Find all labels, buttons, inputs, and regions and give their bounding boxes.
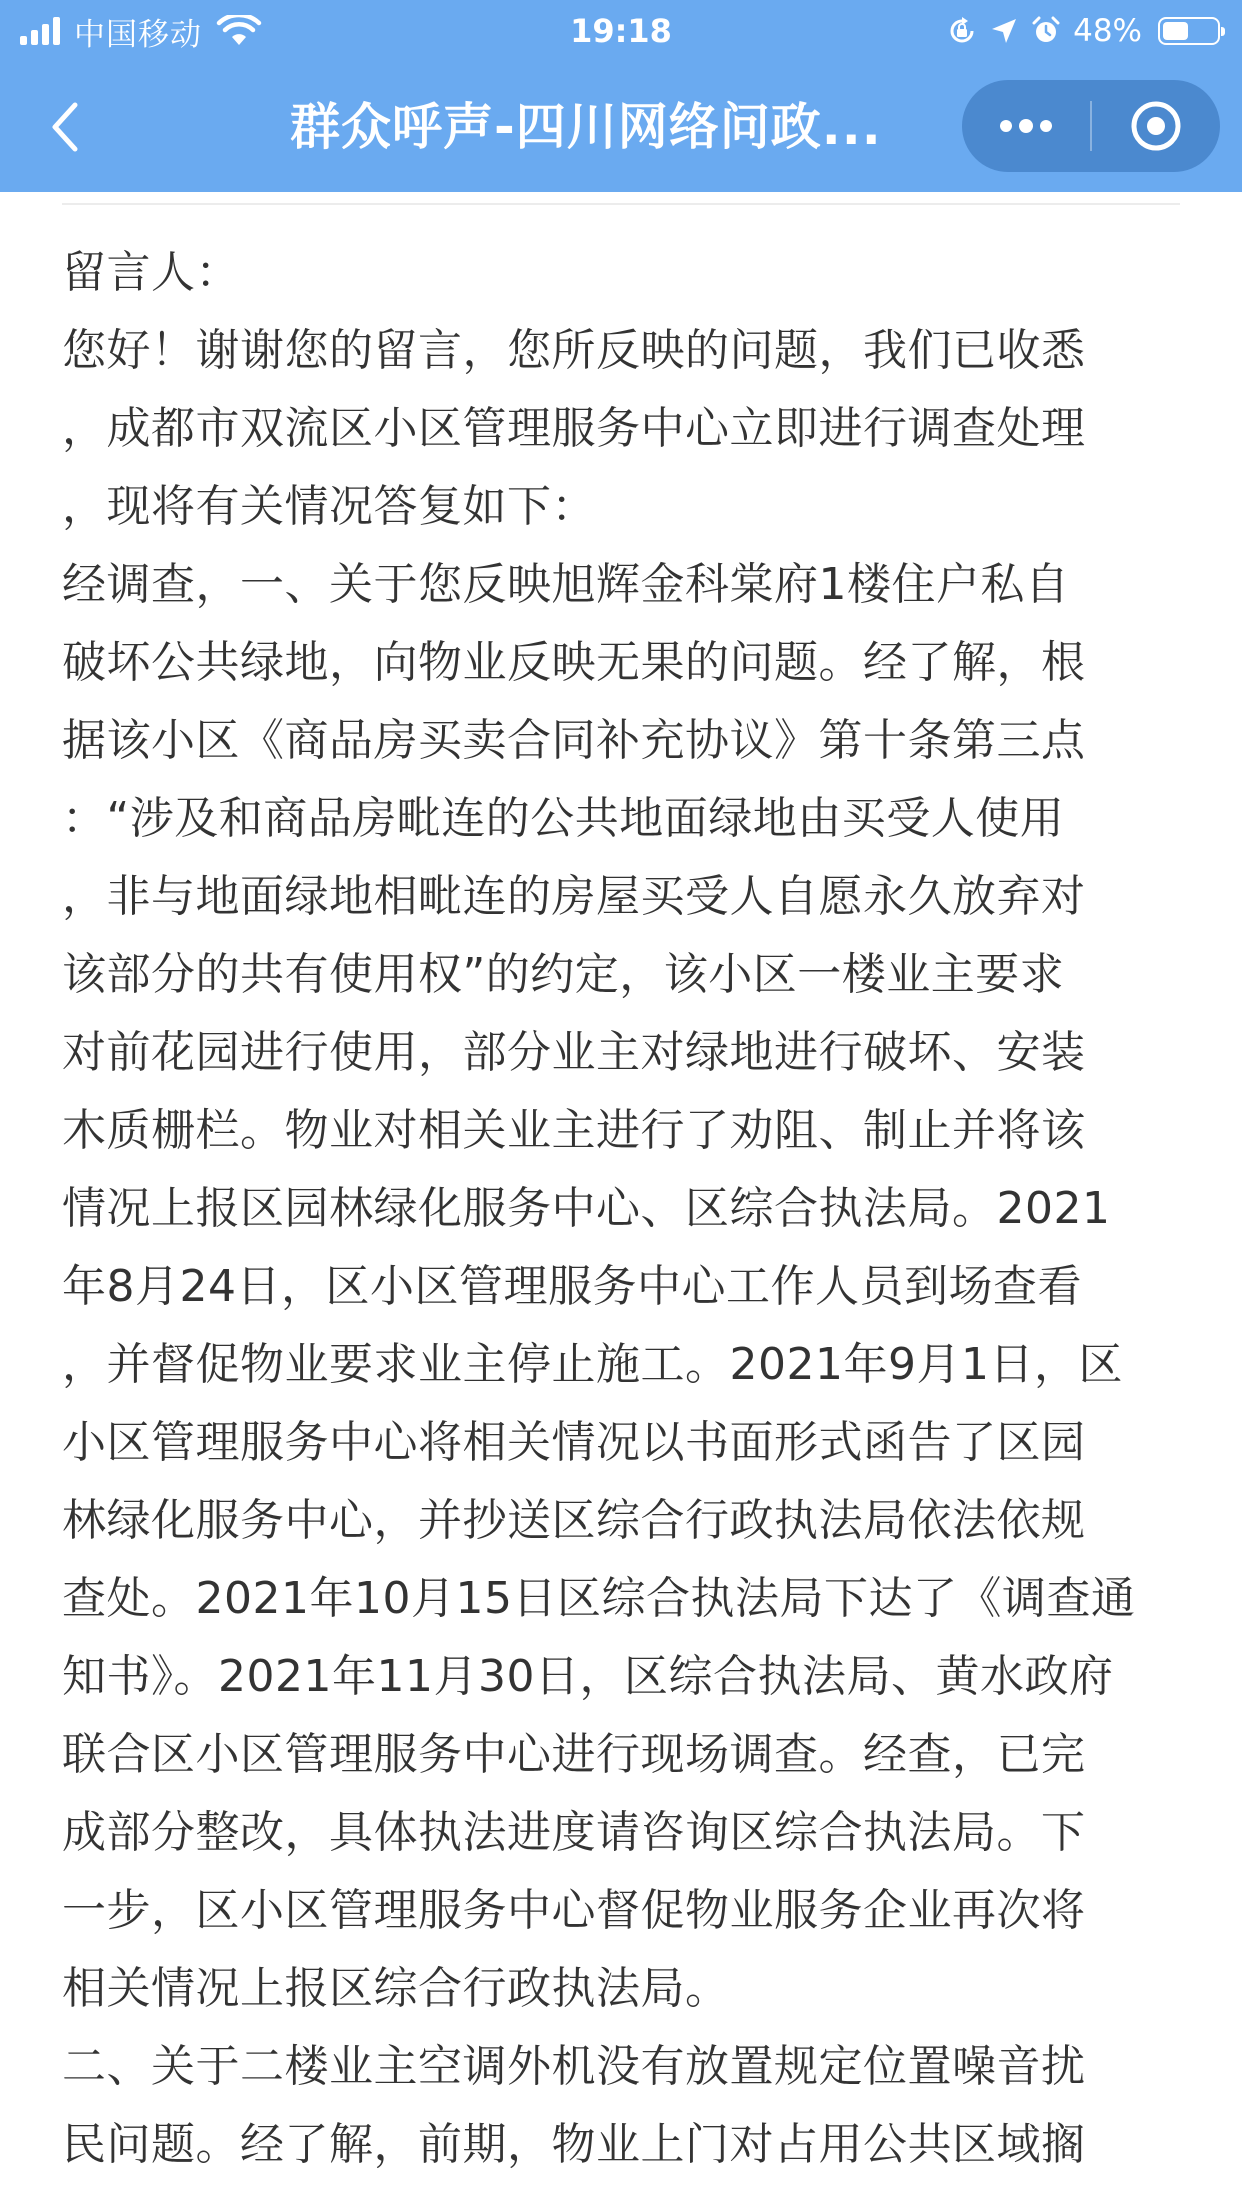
battery-fill	[1163, 22, 1188, 40]
back-button[interactable]	[30, 92, 100, 162]
orientation-lock-icon	[947, 16, 977, 46]
text-line: 林绿化服务中心，并抄送区综合行政执法局依法依规	[62, 1495, 1086, 1546]
text-line: 查处。2021年10月15日区综合执法局下达了《调查通	[62, 1573, 1136, 1624]
text-line: 据该小区《商品房买卖合同补充协议》第十条第三点	[62, 715, 1086, 766]
text-line: 二、关于二楼业主空调外机没有放置规定位置噪音扰	[62, 2041, 1086, 2092]
status-time: 19:18	[570, 12, 672, 50]
more-button[interactable]	[962, 80, 1090, 172]
text-line: 联合区小区管理服务中心进行现场调查。经查，已完	[62, 1729, 1086, 1780]
chevron-left-icon	[45, 99, 85, 155]
text-line: ，现将有关情况答复如下：	[62, 481, 596, 532]
text-line: 木质栅栏。物业对相关业主进行了劝阻、制止并将该	[62, 1105, 1086, 1156]
text-line: 成部分整改，具体执法进度请咨询区综合执法局。下	[62, 1807, 1086, 1858]
text-line: 经调查，一、关于您反映旭辉金科棠府1楼住户私自	[62, 559, 1070, 610]
content-divider	[62, 203, 1180, 205]
battery-percent: 48%	[1073, 13, 1142, 49]
alarm-icon	[1031, 16, 1061, 46]
text-line: 对前花园进行使用，部分业主对绿地进行破坏、安装	[62, 1027, 1086, 1078]
page-title: 群众呼声-四川网络问政...	[290, 98, 882, 156]
text-line: 小区管理服务中心将相关情况以书面形式函告了区园	[62, 1417, 1086, 1468]
reply-content	[62, 234, 1184, 2184]
text-line: 您好！谢谢您的留言，您所反映的问题，我们已收悉	[62, 325, 1086, 376]
text-line: 该部分的共有使用权”的约定，该小区一楼业主要求	[62, 949, 1065, 1000]
carrier-name: 中国移动	[74, 16, 202, 53]
text-line: 破坏公共绿地，向物业反映无果的问题。经了解，根	[62, 637, 1086, 688]
target-circle-icon	[1129, 99, 1183, 153]
location-icon	[989, 16, 1019, 46]
text-line: ，非与地面绿地相毗连的房屋买受人自愿永久放弃对	[62, 871, 1086, 922]
text-line: 情况上报区园林绿化服务中心、区综合执法局。2021	[62, 1183, 1111, 1234]
text-line: ，并督促物业要求业主停止施工。2021年9月1日，区	[62, 1339, 1123, 1390]
status-bar	[0, 0, 1242, 62]
text-line: 相关情况上报区综合行政执法局。	[62, 1963, 730, 2014]
mini-program-capsule	[962, 80, 1220, 172]
battery-icon	[1158, 17, 1220, 45]
nav-bar	[0, 62, 1242, 192]
text-line: 知书》。2021年11月30日，区综合执法局、黄水政府	[62, 1651, 1114, 1702]
text-line: 一步，区小区管理服务中心督促物业服务企业再次将	[62, 1885, 1086, 1936]
text-line: ，成都市双流区小区管理服务中心立即进行调查处理	[62, 403, 1086, 454]
more-dots-icon	[996, 118, 1056, 134]
text-line: 留言人：	[62, 247, 240, 298]
close-button[interactable]	[1092, 80, 1220, 172]
text-line: ：“涉及和商品房毗连的公共地面绿地由买受人使用	[62, 793, 1065, 844]
text-line: 民问题。经了解，前期，物业上门对占用公共区域搁	[62, 2119, 1086, 2170]
status-right	[947, 10, 1220, 52]
text-line: 年8月24日，区小区管理服务中心工作人员到场查看	[62, 1261, 1082, 1312]
